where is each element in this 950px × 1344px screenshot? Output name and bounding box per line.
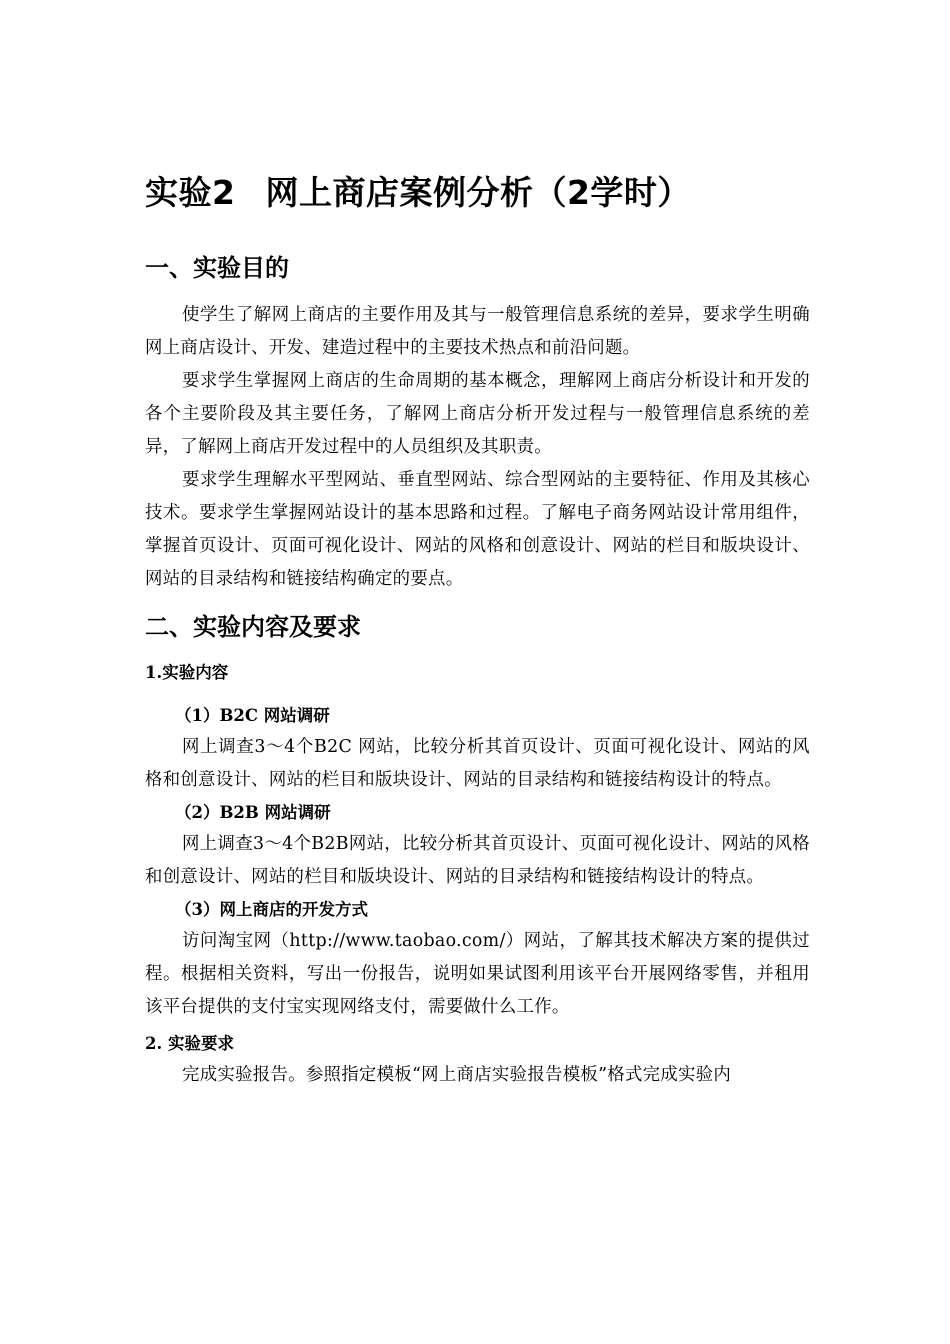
item-text-dev-method: 访问淘宝网（http://www.taobao.com/）网站，了解其技术解决方案的提供过程。根据相关资料，写出一份报告，说明如果试图利用该平台开展网络零售，并租用该平台提供的支付宝实现网络支付，需要做什么工作。 <box>145 931 810 1017</box>
requirements-text: 完成实验报告。参照指定模板“网上商店实验报告模板”格式完成实验内 <box>182 1065 732 1085</box>
subsection-heading-content: 1.实验内容 <box>145 663 229 682</box>
document-body <box>145 168 810 1092</box>
item-text-b2c: 网上调查3～4个B2C 网站，比较分析其首页设计、页面可视化设计、网站的风格和创意设计、网站的栏目和版块设计、网站的目录结构和链接结构设计的特点。 <box>145 737 810 790</box>
purpose-paragraph: 要求学生理解水平型网站、垂直型网站、综合型网站的主要特征、作用及其核心技术。要求学生掌握网站设计的基本思路和过程。了解电子商务网站设计常用组件，掌握首页设计、页面可视化设计、网站的风格和创意设计、网站的栏目和版块设计、网站的目录结构和链接结构确定的要点。 <box>145 470 810 589</box>
item-heading-b2b: （2）B2B 网站调研 <box>175 803 331 822</box>
purpose-paragraph: 使学生了解网上商店的主要作用及其与一般管理信息系统的差异，要求学生明确网上商店设计、开发、建造过程中的主要技术热点和前沿问题。 <box>145 305 810 358</box>
subsection-heading-requirements: 2. 实验要求 <box>145 1034 234 1053</box>
title-text: 网上商店案例分析（2学时） <box>265 173 691 212</box>
item-heading-dev-method: （3）网上商店的开发方式 <box>175 900 368 919</box>
document-title <box>145 168 810 218</box>
item-text-b2b: 网上调查3～4个B2B网站，比较分析其首页设计、页面可视化设计、网站的风格和创意设计、网站的栏目和版块设计、网站的目录结构和链接结构设计的特点。 <box>145 834 810 887</box>
section-heading-purpose: 一、实验目的 <box>145 254 289 282</box>
title-number: 实验2 <box>145 173 236 212</box>
item-heading-b2c: （1）B2C 网站调研 <box>175 706 330 725</box>
purpose-paragraph: 要求学生掌握网上商店的生命周期的基本概念，理解网上商店分析设计和开发的各个主要阶段及其主要任务，了解网上商店分析开发过程与一般管理信息系统的差异，了解网上商店开发过程中的人员组织及其职责。 <box>145 371 810 457</box>
section-heading-content: 二、实验内容及要求 <box>145 613 361 641</box>
